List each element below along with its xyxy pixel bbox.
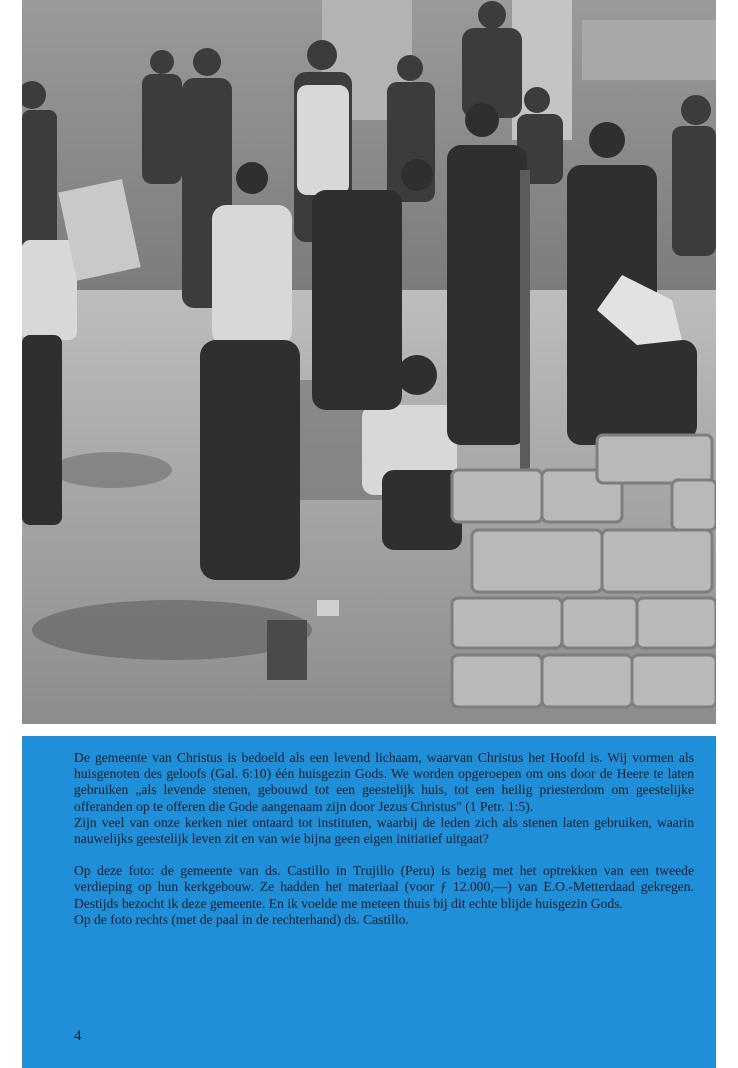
- church-construction-photo: [22, 0, 716, 724]
- caption-paragraph: Op deze foto: de gemeente van ds. Castillo in Trujillo (Peru) is bezig met het optrekken van een tweede verdieping op hun kerkgebouw. Ze hadden het materiaal (voor ƒ 12.000,—) van E.O.-Metterdaad gekregen. Destijds bezocht ik deze gemeente. En ik voelde me meteen thuis bij dit echte blijde huisgezin Gods.: [74, 863, 694, 911]
- caption-panel: [22, 736, 716, 1068]
- caption-paragraph: De gemeente van Christus is bedoeld als een levend lichaam, waarvan Christus het Hoofd is. Wij vormen als huisgenoten des geloofs (Gal. 6:10) één huisgezin Gods. We worden opgeroepen om ons door de Heere te laten gebruiken „als levende stenen, gebouwd tot een geestelijk huis, tot een heilig priesterdom om geestelijke offeranden op te offeren die Gode aangenaam zijn door Jezus Christus" (1 Petr. 1:5).: [74, 750, 694, 814]
- page-number: 4: [74, 1028, 82, 1044]
- photo-illustration: [22, 0, 716, 724]
- caption-paragraph: Zijn veel van onze kerken niet ontaard tot instituten, waarbij de leden zich als stenen laten gebruiken, waarin nauwelijks geestelijk leven zit en van wie bijna geen eigen initiatief uitgaat?: [74, 814, 694, 847]
- caption-text: [74, 750, 694, 928]
- caption-paragraph: Op de foto rechts (met de paal in de rechterhand) ds. Castillo.: [74, 911, 409, 927]
